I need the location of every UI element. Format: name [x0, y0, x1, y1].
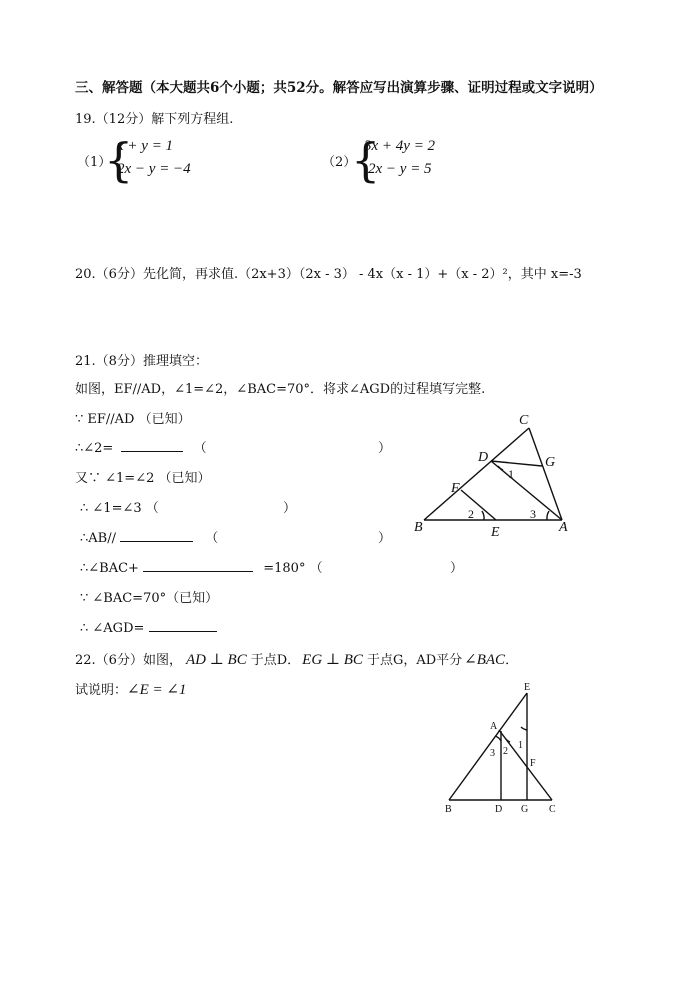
q22-ask [75, 679, 186, 699]
label-angle1: 1 [508, 467, 514, 481]
q22-figure [440, 678, 560, 818]
q21-blank-agd[interactable] [149, 617, 217, 632]
label-g: G [521, 804, 529, 815]
q22-math-ad-perp-bc: AD ⊥ BC [185, 652, 247, 668]
label-angle3: 3 [530, 507, 536, 521]
q19-stem: 19.（12分）解下列方程组. [75, 112, 234, 127]
label-d: D [495, 804, 503, 815]
q21-line7: ∵ ∠BAC=70°（已知） [80, 591, 219, 606]
q22-stem-c: 于点G，AD平分 [366, 653, 463, 668]
q21-figure [405, 405, 585, 545]
q21-blank-parallel[interactable] [120, 527, 193, 542]
q19-part2-eq2: 2x − y = 5 [368, 161, 432, 177]
q21-line3: 又∵ ∠1=∠2 （已知） [75, 471, 211, 486]
q21-line6-text: ∴∠BAC+ [80, 561, 139, 576]
q19-part2-eq1: 3x + 4y = 2 [364, 138, 436, 154]
label-b: B [414, 520, 423, 535]
label-a: A [490, 721, 498, 732]
label-e: E [524, 682, 531, 693]
q19-part2-label: （2） [322, 155, 357, 170]
q21-line8 [80, 617, 217, 636]
q21-line4-text: ∴ ∠1=∠3 （ [80, 501, 159, 516]
q22-stem-a: 22.（6分）如图， [75, 653, 182, 668]
q21-blank-angle2[interactable] [121, 437, 183, 452]
q21-line2-text: ∴∠2= [75, 441, 114, 456]
q19-part2-brace: { [351, 133, 381, 187]
q21-line5-close-paren: ） [378, 531, 392, 546]
q22-ask-text: 试说明： [75, 683, 128, 698]
line-dg [491, 461, 542, 466]
q21-line5 [80, 527, 218, 546]
label-d: D [478, 450, 489, 465]
label-a: A [559, 520, 568, 535]
q19-part1-eq1: x + y = 1 [117, 138, 174, 154]
label-c: C [519, 413, 529, 428]
label-angle2: 2 [468, 507, 474, 521]
q19-part1-eq2: 2x − y = −4 [117, 161, 191, 177]
label-b: B [445, 804, 452, 815]
arc-angle3 [547, 511, 549, 520]
label-g: G [545, 455, 556, 470]
label-f: F [530, 758, 536, 769]
arc-angle1 [521, 727, 527, 730]
arc-angle2 [506, 739, 510, 742]
q21-line5-open-paren: （ [205, 531, 219, 546]
arc-angle2 [482, 511, 484, 520]
q21-line5-text: ∴AB// [80, 531, 116, 546]
q22-math-angle-bac: ∠BAC [464, 652, 506, 668]
label-c: C [549, 804, 556, 815]
line-fe [461, 490, 496, 520]
q21-line6 [80, 557, 323, 576]
section-title: 三、解答题（本大题共6个小题；共52分。解答应写出演算步骤、证明过程或文字说明） [75, 80, 603, 96]
line-be [449, 693, 527, 800]
q22-stem-b: 于点D． [250, 653, 301, 668]
q20-text: 20.（6分）先化简，再求值.（2x+3）（2x - 3） - 4x（x - 1）+（x - 2）²，其中 x=-3 [75, 267, 582, 282]
q22-stem [75, 649, 518, 669]
q22-math-eg-perp-bc: EG ⊥ BC [302, 652, 363, 668]
q21-line6-close-paren: ） [450, 561, 464, 576]
label-angle2: 2 [503, 746, 508, 757]
q22-math-angle-e-eq-1: ∠E = ∠1 [127, 682, 187, 698]
q22-stem-d: ． [505, 653, 519, 668]
arc-angle3 [495, 736, 501, 741]
q21-intro: 如图，EF//AD，∠1=∠2，∠BAC=70°．将求∠AGD的过程填写完整. [75, 382, 486, 397]
q21-line6-rest: =180° （ [263, 561, 323, 576]
q21-line4-close-paren: ） [283, 501, 297, 516]
label-angle3: 3 [490, 748, 495, 759]
label-angle1: 1 [518, 740, 523, 751]
q21-line2 [75, 437, 207, 456]
label-f: F [451, 481, 460, 496]
q21-line1: ∵ EF//AD （已知） [75, 412, 191, 427]
q21-line8-text: ∴ ∠AGD= [80, 621, 145, 636]
q19-part1-brace: { [104, 133, 134, 187]
q21-line2-close-paren: ） [378, 441, 392, 456]
q21-blank-supplement[interactable] [143, 557, 253, 572]
q21-stem: 21.（8分）推理填空： [75, 354, 208, 369]
label-e: E [491, 525, 500, 540]
q21-line2-open-paren: （ [193, 441, 207, 456]
q19-part1-label: （1） [77, 155, 112, 170]
